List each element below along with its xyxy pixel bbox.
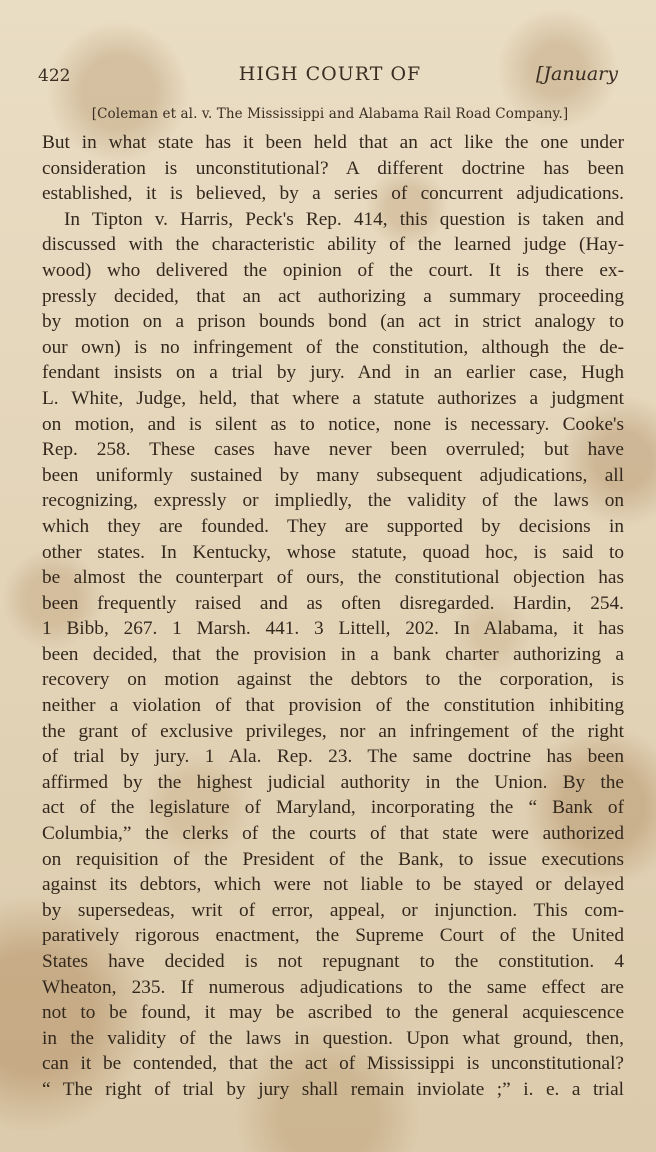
text-line: 1 Bibb, 267. 1 Marsh. 441. 3 Littell, 202. In Alabama, it has xyxy=(42,618,624,640)
text-line: on requisition of the President of the Bank, to issue executions xyxy=(42,848,624,870)
text-line: affirmed by the highest judicial authority in the Union. By the xyxy=(42,771,624,793)
text-line: can it be contended, that the act of Mississippi is unconstitutional? xyxy=(42,1053,624,1075)
text-line: been uniformly sustained by many subsequent adjudications, all xyxy=(42,464,624,486)
text-line: against its debtors, which were not liable to be stayed or delayed xyxy=(42,874,624,896)
text-line: of trial by jury. 1 Ala. Rep. 23. The same doctrine has been xyxy=(42,746,624,768)
text-line: be almost the counterpart of ours, the constitutional objection has xyxy=(42,567,624,589)
text-line: been decided, that the provision in a bank charter authorizing a xyxy=(42,643,624,665)
text-line: not to be found, it may be ascribed to the general acquiescence xyxy=(42,1002,624,1024)
text-line: neither a violation of that provision of the constitution inhibiting xyxy=(42,695,624,717)
page-number: 422 xyxy=(38,66,71,86)
running-head-month: [January xyxy=(536,63,618,85)
text-line: recognizing, expressly or impliedly, the validity of the laws on xyxy=(42,490,624,512)
text-line: In Tipton v. Harris, Peck's Rep. 414, this question is taken and xyxy=(64,208,624,230)
text-line: fendant insists on a trial by jury. And in an earlier case, Hugh xyxy=(42,362,624,384)
text-line: Rep. 258. These cases have never been overruled; but have xyxy=(42,439,624,461)
text-line: “ The right of trial by jury shall remain inviolate ;” i. e. a trial xyxy=(42,1078,624,1100)
text-line: act of the legislature of Maryland, incorporating the “ Bank of xyxy=(42,797,624,819)
page-header xyxy=(38,60,622,90)
text-line: Wheaton, 235. If numerous adjudications to the same effect are xyxy=(42,976,624,998)
text-line: our own) is no infringement of the constitution, although the de- xyxy=(42,336,624,358)
text-line: been frequently raised and as often disregarded. Hardin, 254. xyxy=(42,592,624,614)
text-line: Columbia,” the clerks of the courts of that state were authorized xyxy=(42,823,624,845)
text-line: established, it is believed, by a series of concurrent adjudications. xyxy=(42,183,624,205)
text-line: pressly decided, that an act authorizing a summary proceeding xyxy=(42,285,624,307)
running-head: HIGH COURT OF xyxy=(238,63,422,85)
case-caption: [Coleman et al. v. The Mississippi and Alabama Rail Road Company.] xyxy=(91,106,569,122)
text-line: other states. In Kentucky, whose statute, quoad hoc, is said to xyxy=(42,541,624,563)
body-text xyxy=(42,130,624,1103)
text-line: by supersedeas, writ of error, appeal, or injunction. This com- xyxy=(42,899,624,921)
text-line: which they are founded. They are supported by decisions in xyxy=(42,515,624,537)
text-line: consideration is unconstitutional? A different doctrine has been xyxy=(42,157,624,179)
text-line: paratively rigorous enactment, the Supreme Court of the United xyxy=(42,925,624,947)
text-line: But in what state has it been held that an act like the one under xyxy=(42,132,624,153)
text-line: States have decided is not repugnant to the constitution. 4 xyxy=(42,951,624,972)
text-line: by motion on a prison bounds bond (an act in strict analogy to xyxy=(42,311,624,333)
text-line: on motion, and is silent as to notice, none is necessary. Cooke's xyxy=(42,413,624,435)
text-line: the grant of exclusive privileges, nor an infringement of the right xyxy=(42,720,624,742)
text-line: L. White, Judge, held, that where a statute authorizes a judgment xyxy=(42,387,624,409)
text-line: wood) who delivered the opinion of the court. It is there ex- xyxy=(42,259,624,281)
text-line: discussed with the characteristic ability of the learned judge (Hay- xyxy=(42,234,624,256)
text-line: recovery on motion against the debtors to the corporation, is xyxy=(42,669,624,691)
text-line: in the validity of the laws in question. Upon what ground, then, xyxy=(42,1027,624,1049)
